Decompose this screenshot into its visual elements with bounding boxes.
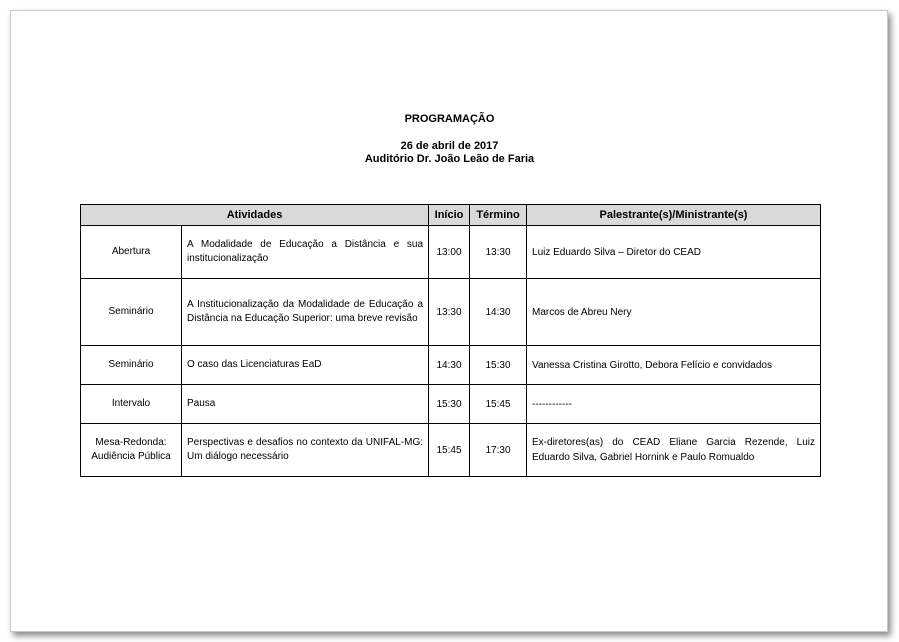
- document-title: PROGRAMAÇÃO: [404, 113, 495, 125]
- table-row: [81, 279, 821, 346]
- event-date: 26 de abril de 2017: [400, 140, 499, 152]
- header-speakers: Palestrante(s)/Ministrante(s): [527, 205, 821, 226]
- speaker: Vanessa Cristina Girotto, Debora Felício e convidados: [527, 346, 821, 385]
- end-time: 15:45: [470, 385, 527, 424]
- speaker: Marcos de Abreu Nery: [527, 279, 821, 346]
- table-row: [81, 226, 821, 279]
- activity-description: A Institucionalização da Modalidade de Educação a Distância na Educação Superior: uma breve revisão: [182, 279, 429, 346]
- activity-type: Seminário: [81, 279, 182, 346]
- start-time: 15:45: [429, 424, 470, 477]
- activity-description: Perspectivas e desafios no contexto da UNIFAL-MG: Um diálogo necessário: [182, 424, 429, 477]
- activity-type: Seminário: [81, 346, 182, 385]
- end-time: 14:30: [470, 279, 527, 346]
- speaker: ------------: [527, 385, 821, 424]
- table-row: [81, 385, 821, 424]
- activity-type: Abertura: [81, 226, 182, 279]
- header-start: Início: [429, 205, 470, 226]
- activity-type: [81, 424, 182, 477]
- end-time: 15:30: [470, 346, 527, 385]
- start-time: 14:30: [429, 346, 470, 385]
- activity-type-line: Audiência Pública: [91, 451, 171, 462]
- end-time: 13:30: [470, 226, 527, 279]
- speaker: Ex-diretores(as) do CEAD Eliane Garcia Rezende, Luiz Eduardo Silva, Gabriel Hornink e Paulo Romualdo: [527, 424, 821, 477]
- speaker: Luiz Eduardo Silva – Diretor do CEAD: [527, 226, 821, 279]
- start-time: 13:30: [429, 279, 470, 346]
- activity-type: Intervalo: [81, 385, 182, 424]
- table-row: [81, 424, 821, 477]
- table-header-row: [81, 205, 821, 226]
- schedule-table: [80, 204, 821, 477]
- start-time: 13:00: [429, 226, 470, 279]
- activity-description: A Modalidade de Educação a Distância e sua institucionalização: [182, 226, 429, 279]
- activity-description: Pausa: [182, 385, 429, 424]
- end-time: 17:30: [470, 424, 527, 477]
- activity-description: O caso das Licenciaturas EaD: [182, 346, 429, 385]
- start-time: 15:30: [429, 385, 470, 424]
- header-activities: Atividades: [81, 205, 429, 226]
- header-end: Término: [470, 205, 527, 226]
- activity-type-line: Mesa-Redonda:: [95, 437, 167, 448]
- table-row: [81, 346, 821, 385]
- event-venue: Auditório Dr. João Leão de Faria: [364, 153, 535, 165]
